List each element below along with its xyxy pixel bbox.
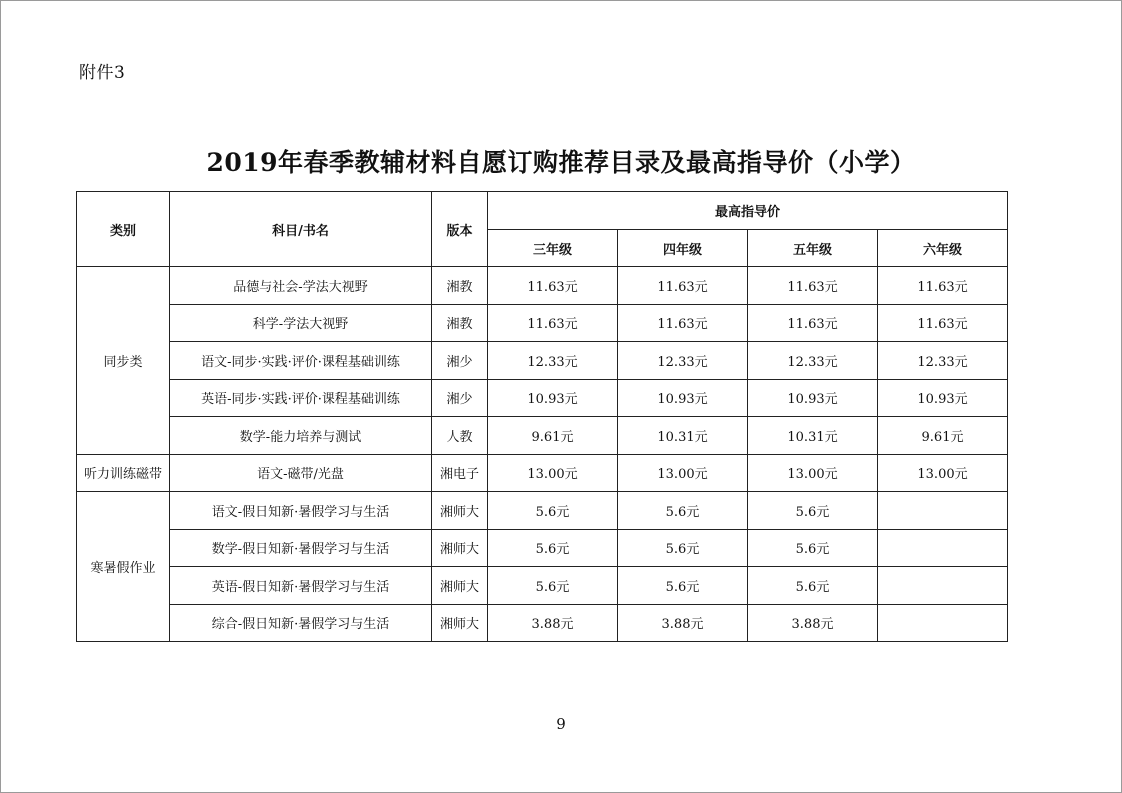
table-row: [77, 379, 1008, 417]
price-cell: 9.61元: [878, 417, 1008, 455]
subject-cell: 数学-假日知新·暑假学习与生活: [170, 529, 432, 567]
price-cell: [878, 492, 1008, 530]
header-category: 类别: [77, 192, 170, 267]
price-cell: [878, 529, 1008, 567]
category-cell: 寒暑假作业: [77, 492, 170, 642]
header-subject: 科目/书名: [170, 192, 432, 267]
price-cell: 11.63元: [488, 267, 618, 305]
table-row: [77, 567, 1008, 605]
price-cell: 13.00元: [748, 454, 878, 492]
price-cell: 10.31元: [748, 417, 878, 455]
price-cell: 10.93元: [618, 379, 748, 417]
price-cell: 5.6元: [748, 529, 878, 567]
price-cell: 3.88元: [488, 604, 618, 642]
price-cell: 5.6元: [618, 567, 748, 605]
price-cell: 5.6元: [488, 567, 618, 605]
edition-cell: 湘师大: [432, 529, 488, 567]
header-grade-5: 五年级: [748, 230, 878, 267]
price-cell: 5.6元: [488, 492, 618, 530]
price-cell: 10.93元: [748, 379, 878, 417]
price-cell: 11.63元: [878, 304, 1008, 342]
header-grade-6: 六年级: [878, 230, 1008, 267]
table-row: [77, 529, 1008, 567]
price-cell: 10.31元: [618, 417, 748, 455]
price-cell: 5.6元: [618, 529, 748, 567]
price-cell: 10.93元: [878, 379, 1008, 417]
header-edition: 版本: [432, 192, 488, 267]
price-cell: 11.63元: [488, 304, 618, 342]
page-title: 2019年春季教辅材料自愿订购推荐目录及最高指导价（小学）: [206, 148, 916, 177]
table-row: [77, 454, 1008, 492]
subject-cell: 语文-同步·实践·评价·课程基础训练: [170, 342, 432, 380]
table-row: [77, 267, 1008, 305]
page-number: 9: [556, 715, 566, 733]
subject-cell: 综合-假日知新·暑假学习与生活: [170, 604, 432, 642]
price-cell: 12.33元: [748, 342, 878, 380]
subject-cell: 语文-假日知新·暑假学习与生活: [170, 492, 432, 530]
subject-cell: 数学-能力培养与测试: [170, 417, 432, 455]
price-cell: 11.63元: [618, 304, 748, 342]
price-cell: [878, 567, 1008, 605]
price-cell: 5.6元: [748, 567, 878, 605]
header-grade-3: 三年级: [488, 230, 618, 267]
subject-cell: 语文-磁带/光盘: [170, 454, 432, 492]
category-cell: 听力训练磁带: [77, 454, 170, 492]
header-price-group: 最高指导价: [488, 192, 1008, 230]
table-row: [77, 304, 1008, 342]
price-cell: 12.33元: [618, 342, 748, 380]
table-row: [77, 492, 1008, 530]
edition-cell: 湘少: [432, 342, 488, 380]
price-cell: 13.00元: [488, 454, 618, 492]
attachment-label: 附件3: [79, 63, 126, 83]
table-body: [77, 267, 1008, 642]
header-grade-4: 四年级: [618, 230, 748, 267]
edition-cell: 湘电子: [432, 454, 488, 492]
price-cell: [878, 604, 1008, 642]
category-cell: 同步类: [77, 267, 170, 455]
price-cell: 3.88元: [748, 604, 878, 642]
price-cell: 12.33元: [488, 342, 618, 380]
subject-cell: 英语-同步·实践·评价·课程基础训练: [170, 379, 432, 417]
edition-cell: 湘师大: [432, 492, 488, 530]
price-table: [76, 191, 1008, 642]
table-row: [77, 417, 1008, 455]
price-cell: 13.00元: [618, 454, 748, 492]
price-cell: 11.63元: [748, 267, 878, 305]
price-cell: 13.00元: [878, 454, 1008, 492]
subject-cell: 品德与社会-学法大视野: [170, 267, 432, 305]
subject-cell: 英语-假日知新·暑假学习与生活: [170, 567, 432, 605]
price-cell: 11.63元: [878, 267, 1008, 305]
price-cell: 9.61元: [488, 417, 618, 455]
price-cell: 10.93元: [488, 379, 618, 417]
subject-cell: 科学-学法大视野: [170, 304, 432, 342]
edition-cell: 湘教: [432, 304, 488, 342]
price-cell: 5.6元: [488, 529, 618, 567]
edition-cell: 人教: [432, 417, 488, 455]
table-row: [77, 604, 1008, 642]
price-cell: 11.63元: [748, 304, 878, 342]
price-cell: 12.33元: [878, 342, 1008, 380]
table-row: [77, 342, 1008, 380]
price-cell: 5.6元: [748, 492, 878, 530]
edition-cell: 湘师大: [432, 604, 488, 642]
price-cell: 11.63元: [618, 267, 748, 305]
edition-cell: 湘师大: [432, 567, 488, 605]
price-cell: 3.88元: [618, 604, 748, 642]
price-cell: 5.6元: [618, 492, 748, 530]
edition-cell: 湘教: [432, 267, 488, 305]
edition-cell: 湘少: [432, 379, 488, 417]
